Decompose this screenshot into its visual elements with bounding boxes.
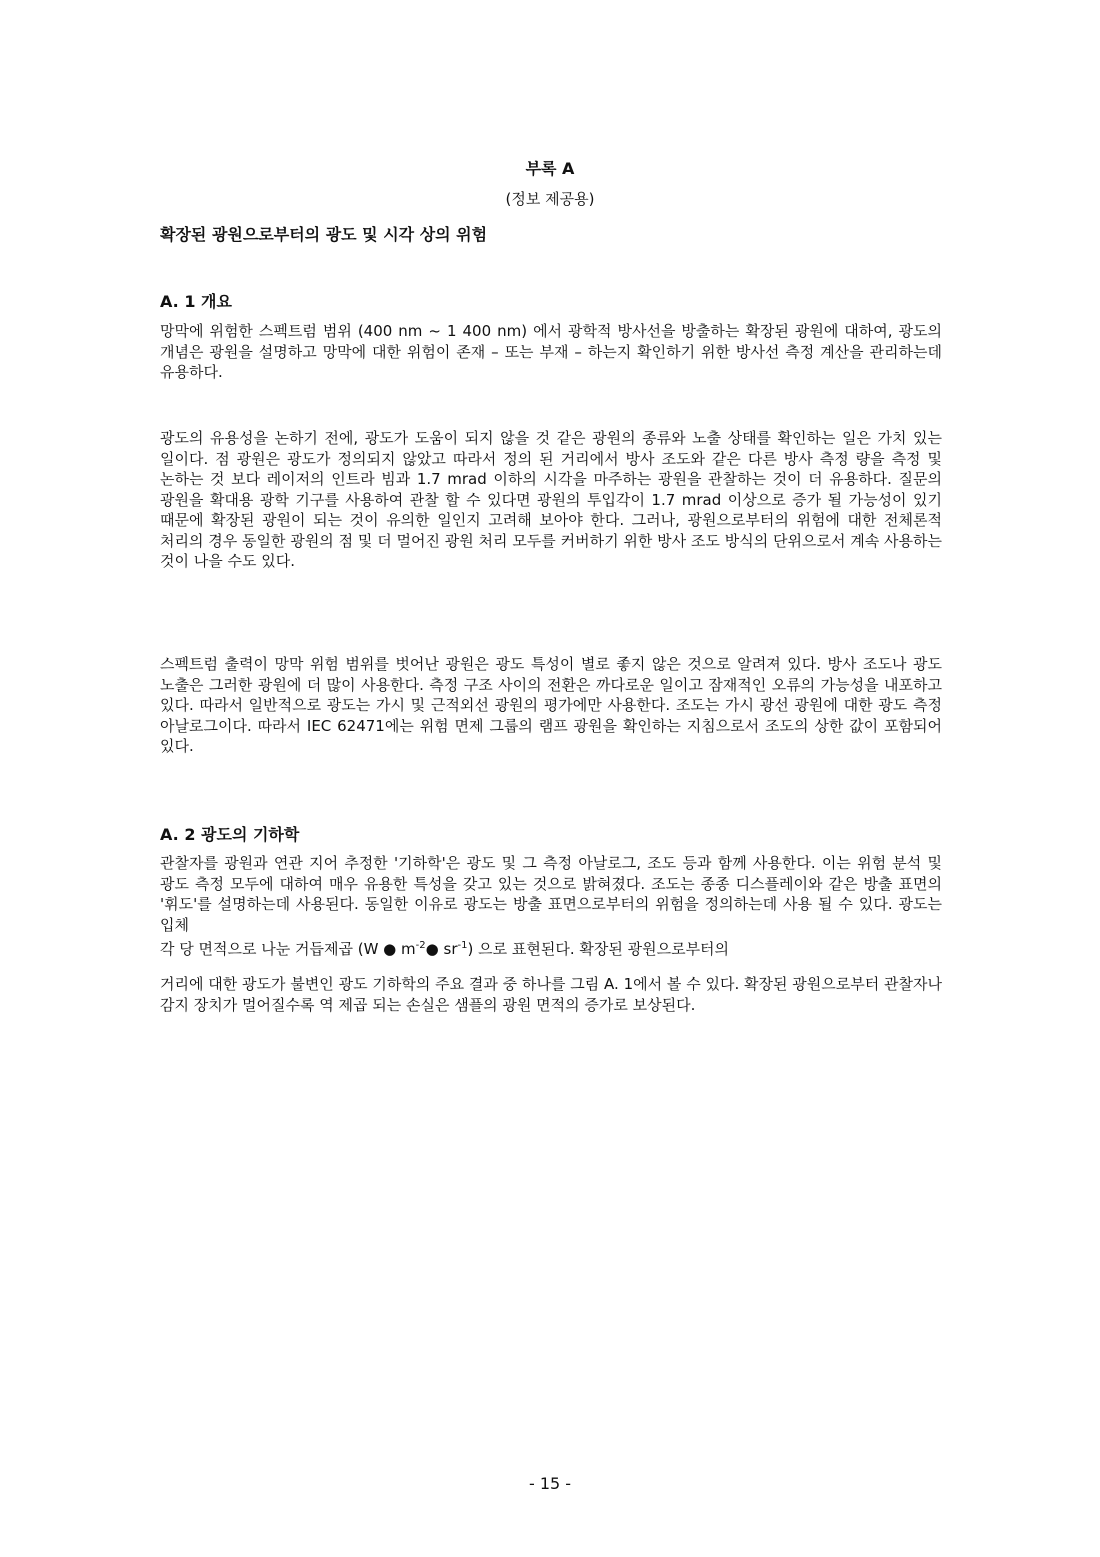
document-title: 확장된 광원으로부터의 광도 및 시각 상의 위험 [160,225,488,244]
unit-line-after: ) 으로 표현된다. 확장된 광원으로부터의 [467,940,730,958]
unit-line-before: 각 당 면적으로 나눈 거듭제곱 (W ● [160,940,397,958]
paragraph: 광도의 유용성을 논하기 전에, 광도가 도움이 되지 않을 것 같은 광원의 종류와 노출 상태를 확인하는 일은 가치 있는 일이다. 점 광원은 광도가 정의되지 않았고 따라서 정의 된 거리에서 방사 조도와 같은 다른 방사 측정 량을 측정 및 논하는 것 보다 레이저의 인트라 빔과 1.7 mrad 이하의 시각을 마주하는 광원을 관찰하는 것이 더 유용하다. 질문의 광원을 확대용 광학 기구를 사용하여 관찰 할 수 있다면 광원의 투입각이 1.7 mrad 이상으로 증가 될 가능성이 있기 때문에 확장된 광원이 되는 것이 유의한 일인지 고려해 보아야 한다. 그러나, 광원으로부터의 위험에 대한 전체론적 처리의 경우 동일한 광원의 점 및 더 멀어진 광원 처리 모두를 커버하기 위한 방사 조도 방식의 단위으로서 계속 사용하는 것이 나을 수도 있다. [160,429,942,570]
annex-title: 부록 A [525,159,575,178]
paragraph: 스펙트럼 출력이 망막 위험 범위를 벗어난 광원은 광도 특성이 별로 좋지 않은 것으로 알려져 있다. 방사 조도나 광도 노출은 그러한 광원에 더 많이 사용한다. 측정 구조 사이의 전환은 까다로운 일이고 잠재적인 오류의 가능성을 내포하고 있다. 따라서 일반적으로 광도는 가시 및 근적외선 광원의 평가에만 사용한다. 조도는 가시 광선 광원에 대한 광도 측정 아날로그이다. 따라서 IEC 62471에는 위험 면제 그룹의 램프 광원을 확인하는 지침으로서 조도의 상한 값이 포함되어 있다. [160,655,942,755]
unit-sr-exponent: -1 [457,940,468,951]
bullet-separator: ● [425,940,439,958]
paragraph: 관찰자를 광원과 연관 지어 추정한 '기하학'은 광도 및 그 측정 아날로그, 조도 등과 함께 사용한다. 이는 위험 분석 및 광도 측정 모두에 대하여 매우 유용한 특성을 갖고 있는 것으로 밝혀졌다. 조도는 종종 디스플레이와 같은 방출 표면의 '휘도'를 설명하는데 사용된다. 동일한 이유로 광도는 방출 표면으로부터의 위험을 정의하는데 사용 될 수 있다. 광도는 입체 [160,854,942,934]
unit-expression-line [160,936,942,960]
unit-m: m [401,940,416,958]
paragraph: 거리에 대한 광도가 불변인 광도 기하학의 주요 결과 중 하나를 그림 A. 1에서 볼 수 있다. 확장된 광원으로부터 관찰자나 감지 장치가 멀어질수록 역 제곱 되는 손실은 샘플의 광원 면적의 증가로 보상된다. [160,975,942,1014]
page-number: - 15 - [528,1474,572,1493]
paragraph: 망막에 위험한 스펙트럼 범위 (400 nm ~ 1 400 nm) 에서 광학적 방사선을 방출하는 확장된 광원에 대하여, 광도의 개념은 광원을 설명하고 망막에 대한 위험이 존재 – 또는 부재 – 하는지 확인하기 위한 방사선 측정 계산을 관리하는데 유용하다. [160,322,942,381]
section-heading-a2: A. 2 광도의 기하학 [160,825,300,844]
annex-subtitle: (정보 제공용) [505,190,595,208]
unit-sr: sr [443,940,458,958]
unit-m-exponent: -2 [415,940,426,951]
section-heading-a1: A. 1 개요 [160,292,232,311]
